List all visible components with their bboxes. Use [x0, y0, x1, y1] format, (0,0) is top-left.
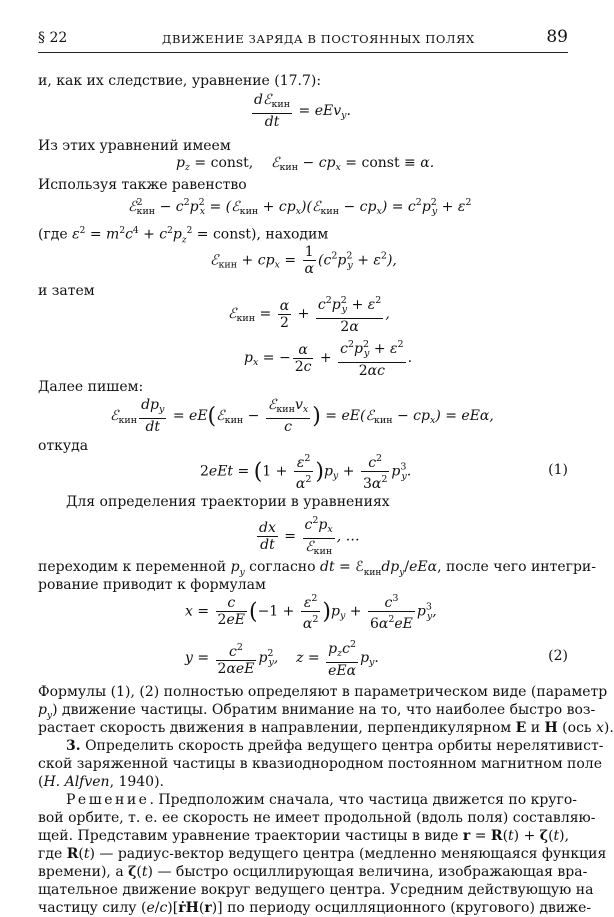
text-line: времени), а ζ(t) — быстро осциллирующая величина, изображающая вра-	[38, 864, 588, 880]
equation-e1: $\frac{dℰ_{кин}}{dt}$ = eEv$_y$.	[254, 92, 351, 130]
running-header	[38, 27, 568, 50]
equation-e10: x = $\frac{c}{2eE}$ (−1 + $\frac{\varepsilon^2}{\alpha^2}$ )$p_y$ + $\frac{c^3}{6\alpha^2eE}$ $p^3_y$,	[185, 593, 437, 632]
text-line: рование приводит к формулам	[38, 577, 266, 593]
text-line: ской заряженной частицы в квазиоднородном постоянном магнитном поле	[38, 756, 602, 772]
text-line: $p_y$) движение частицы. Обратим внимание на то, что наиболее быстро воз-	[38, 702, 596, 721]
text-line: Формулы (1), (2) полностью определяют в параметрическом виде (параметр	[38, 684, 608, 700]
text-line: растает скорость движения в направлении, перпендикулярном E и H (ось x).	[38, 720, 614, 736]
text-line: Из этих уравнений имеем	[38, 138, 231, 154]
text-line: (H. Alfven, 1940).	[38, 774, 165, 790]
text-line: щательное движение вокруг ведущего центра. Усредним действующую на	[38, 882, 594, 898]
section-number: § 22	[38, 30, 68, 46]
header-rule	[38, 52, 568, 53]
text-line: и затем	[38, 283, 95, 299]
equation-e8: 2eEt = (1 + $\frac{\varepsilon^2}{\alpha^2}$ )$p_y$ + $\frac{c^2}{3\alpha^2}$ $p^3_y$.	[200, 453, 412, 492]
equation-number-2: (2)	[548, 648, 568, 664]
text-line: и, как их следствие, уравнение (17.7):	[38, 73, 322, 89]
text-line: откуда	[38, 438, 89, 454]
text-line: Для определения траектории в уравнениях	[66, 494, 390, 510]
chapter-title: ДВИЖЕНИЕ ЗАРЯДА В ПОСТОЯННЫХ ПОЛЯХ	[162, 32, 475, 46]
equation-e5: ℰ$_{кин}$ = $\frac{\alpha}{2}$ + $\frac{c^2p^2_y + \varepsilon^2}{2\alpha}$ ,	[228, 295, 390, 335]
equation-e2: $p_z$ = const, ℰ$_{кин}$ − $cp_x$ = const ≡ α.	[176, 155, 435, 173]
equation-number-1: (1)	[548, 462, 568, 478]
equation-e4: ℰ$_{кин}$ + $cp_x$ = $\frac{1}{\alpha}$ $(c^2p^2_y + \varepsilon^2)$,	[210, 244, 397, 277]
equation-e6: $p_x$ = − $\frac{\alpha}{2c}$ + $\frac{c^2p^2_y + \varepsilon^2}{2\alpha c}$ .	[244, 339, 413, 379]
equation-e7: ℰ$_{кин}$ $\frac{dp_y}{dt}$ = eE(ℰ$_{кин}$ − $\frac{ℰ_{кин}v_x}{c}$ ) = eE(ℰ$_{кин}$ − $cp_x) = eE\alpha$,	[110, 397, 494, 435]
text-line: вой орбите, т. е. ее скорость не имеет продольной (вдоль поля) составляю-	[38, 810, 596, 826]
page-number: 89	[546, 27, 568, 47]
text-line: частицу силу (e/c)[ṙH(r)] по периоду осцилляционного (кругового) движе-	[38, 900, 592, 916]
text-line: (где $\varepsilon^2 = m^2c^4 + c^2p_z^2$ = const), находим	[38, 226, 329, 246]
text-line: где R(t) — радиус-вектор ведущего центра (медленно меняющаяся функция	[38, 846, 607, 862]
text-line: 3. Определить скорость дрейфа ведущего центра орбиты нерелятивист-	[66, 738, 604, 754]
equation-e11: y = $\frac{c^2}{\text{2αeE}}$ $p^2_y$, z = $\frac{p_zc^2}{\text{eEα}}$ $p_y$.	[185, 639, 379, 679]
text-line: Решение. Предположим сначала, что частица движется по круго-	[66, 792, 578, 808]
text-line: Далее пишем:	[38, 379, 144, 395]
equation-e3: ℰ$^2_{кин}$ − $c^2p^2_x$ = (ℰ$_{кин}$ + $cp_x)(ℰ_{кин} - cp_x) = c^2p^2_y + \varepsilon^2$	[128, 197, 472, 217]
equation-e9: $\frac{dx}{dt}$ = $\frac{c^2p_x}{ℰ_{кин}}$ , …	[259, 515, 360, 557]
text-line: щей. Представим уравнение траектории частицы в виде r = R(t) + ζ(t),	[38, 828, 570, 844]
text-line: Используя также равенство	[38, 177, 247, 193]
text-line: переходим к переменной $p_y$ согласно dt = $ℰ_{кин}dp_y$/eEα, после чего интегри-	[38, 559, 596, 578]
